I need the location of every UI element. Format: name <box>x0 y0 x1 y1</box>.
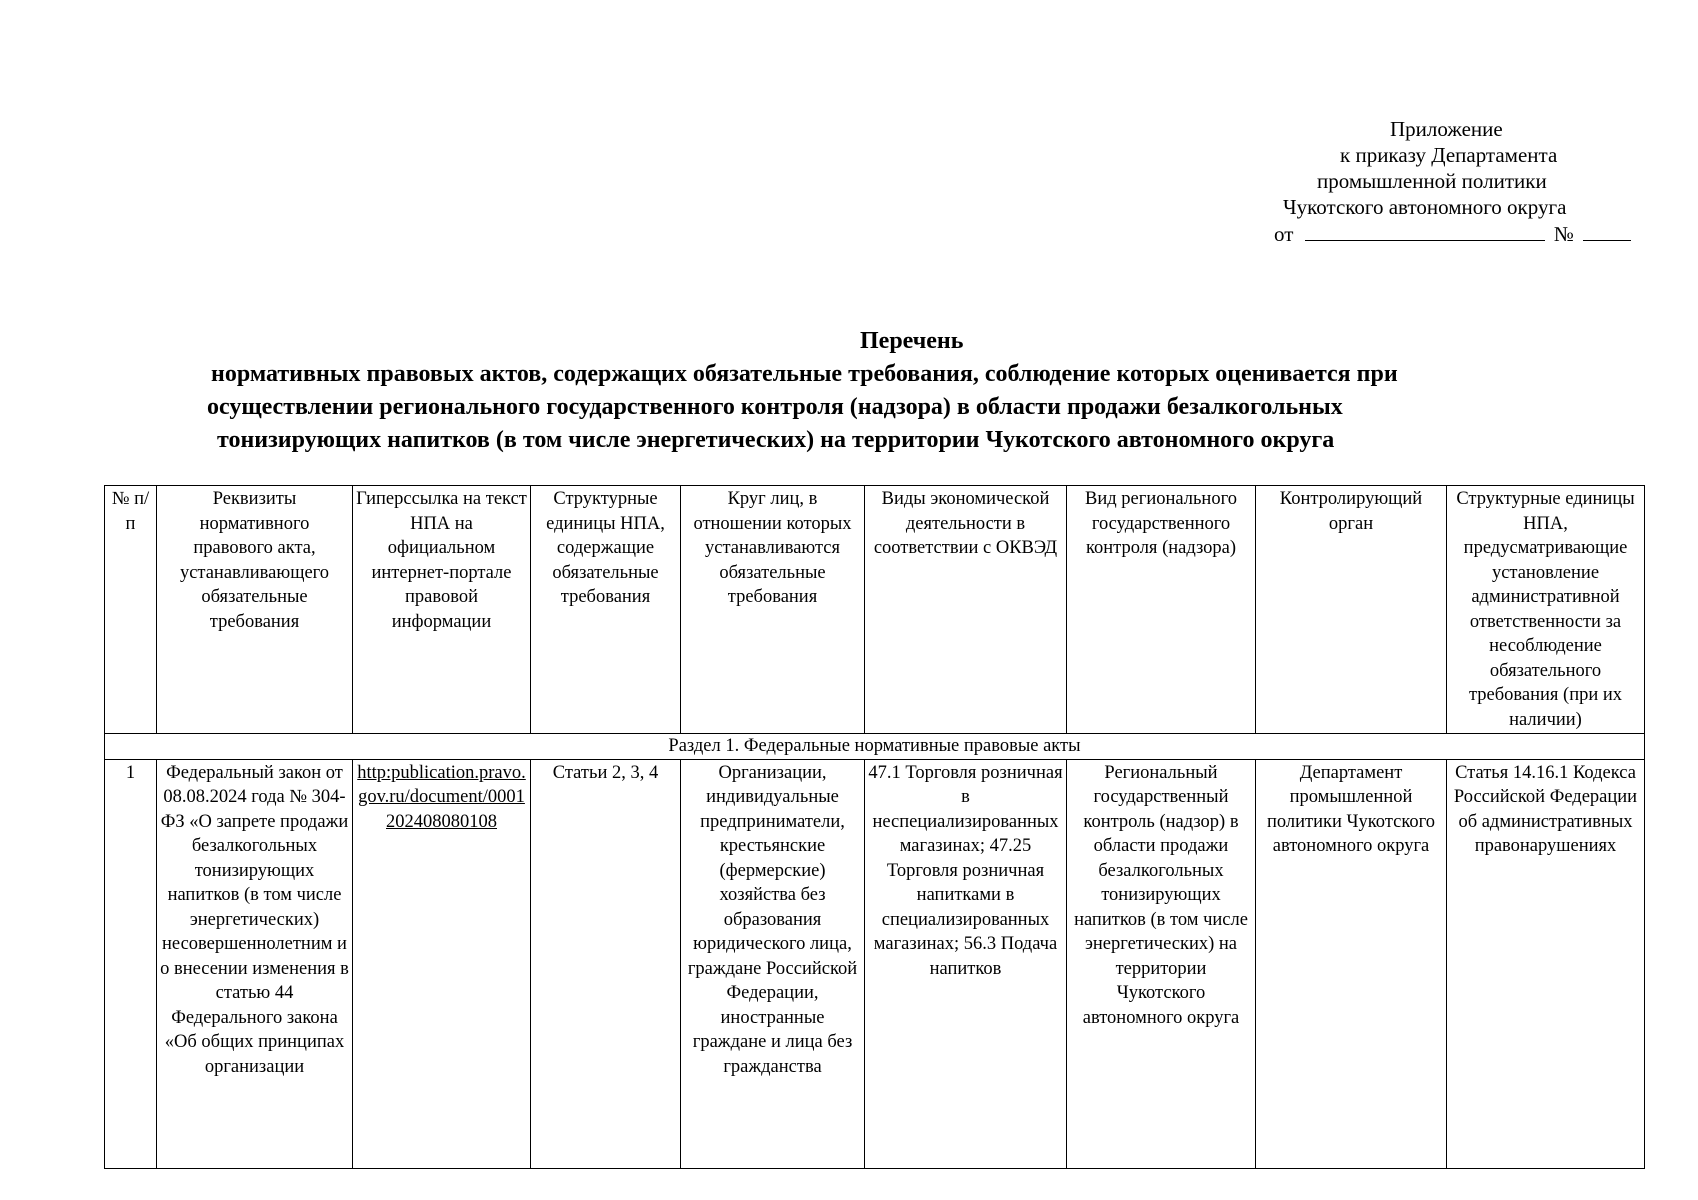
npa-hyperlink[interactable]: http:publication.pravo.gov.ru/document/0001202408080108 <box>357 762 526 832</box>
title-line-2: осуществлении регионального государственного контроля (надзора) в области продажи безалкогольных <box>207 394 1343 420</box>
header-units: Структурные единицы НПА, содержащие обязательные требования <box>531 486 681 734</box>
title-line-3: тонизирующих напитков (в том числе энергетических) на территории Чукотского автономного округа <box>217 427 1335 453</box>
annex-line-2: к приказу Департамента <box>1340 143 1558 167</box>
header-authority: Контролирующий орган <box>1256 486 1447 734</box>
acts-table <box>104 485 1645 1169</box>
header-okved: Виды экономической деятельности в соответствии с ОКВЭД <box>865 486 1067 734</box>
section-row <box>105 734 1645 760</box>
table-row <box>105 759 1645 1168</box>
header-act: Реквизиты нормативного правового акта, устанавливающего обязательные требования <box>157 486 353 734</box>
title-line-0: Перечень <box>860 328 964 354</box>
cell-control: Региональный государственный контроль (надзор) в области продажи безалкогольных тонизирующих напитков (в том числе энергетических) на территории Чукотского автономного округа <box>1067 759 1256 1168</box>
number-blank <box>1583 220 1631 241</box>
cell-units: Статьи 2, 3, 4 <box>531 759 681 1168</box>
cell-persons: Организации, индивидуальные предприниматели, крестьянские (фермерские) хозяйства без образования юридического лица, граждане Российской Федерации, иностранные граждане и лица без гражданства <box>681 759 865 1168</box>
annex-block <box>1240 116 1640 247</box>
annex-number-sign: № <box>1553 222 1574 246</box>
date-blank <box>1305 220 1545 241</box>
cell-okved: 47.1 Торговля розничная в неспециализированных магазинах; 47.25 Торговля розничная напитками в специализированных магазинах; 56.3 Подача напитков <box>865 759 1067 1168</box>
annex-line-1: Приложение <box>1390 117 1503 141</box>
annex-date-prefix: от <box>1274 222 1294 246</box>
cell-link <box>353 759 531 1168</box>
header-liability: Структурные единицы НПА, предусматривающие установление административной ответственности за несоблюдение обязательного требования (при их наличии) <box>1447 486 1645 734</box>
annex-line-3: промышленной политики <box>1317 169 1547 193</box>
header-num: № п/п <box>105 486 157 734</box>
cell-authority: Департамент промышленной политики Чукотского автономного округа <box>1256 759 1447 1168</box>
cell-num: 1 <box>105 759 157 1168</box>
header-control: Вид регионального государственного контроля (надзора) <box>1067 486 1256 734</box>
cell-liability: Статья 14.16.1 Кодекса Российской Федерации об административных правонарушениях <box>1447 759 1645 1168</box>
header-link: Гиперссылка на текст НПА на официальном интернет-портале правовой информации <box>353 486 531 734</box>
document-title <box>190 325 1670 457</box>
section-title: Раздел 1. Федеральные нормативные правовые акты <box>105 734 1645 760</box>
table-header-row <box>105 486 1645 734</box>
cell-act: Федеральный закон от 08.08.2024 года № 304-ФЗ «О запрете продажи безалкогольных тонизирующих напитков (в том числе энергетических) несовершеннолетним и о внесении изменения в статью 44 Федерального закона «Об общих принципах организации <box>157 759 353 1168</box>
annex-date-line <box>1240 220 1640 247</box>
title-line-1: нормативных правовых актов, содержащих обязательные требования, соблюдение которых оценивается при <box>211 361 1398 387</box>
header-persons: Круг лиц, в отношении которых устанавливаются обязательные требования <box>681 486 865 734</box>
annex-line-4: Чукотского автономного округа <box>1283 195 1567 219</box>
